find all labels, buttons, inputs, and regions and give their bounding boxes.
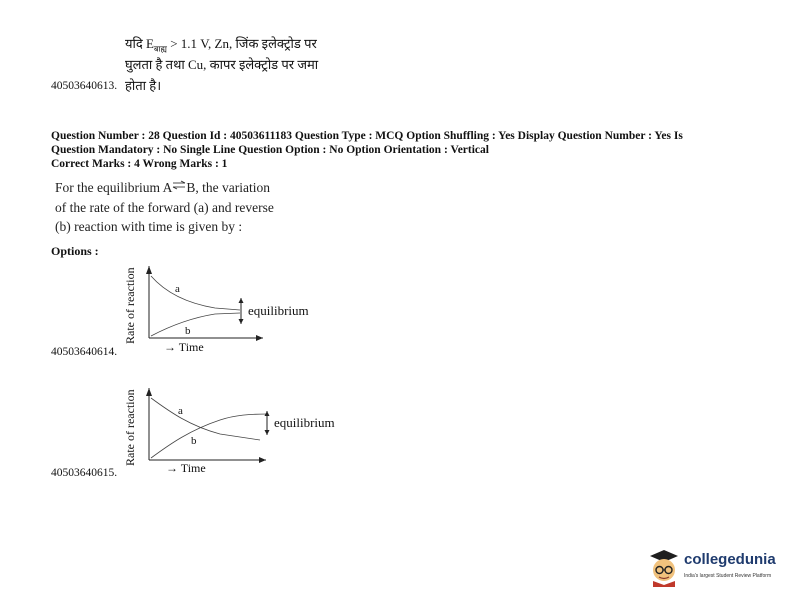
question-text-line3: (b) reaction with time is given by :	[55, 219, 243, 234]
curve-b-label: b	[185, 325, 191, 337]
y-axis-label: Rate of reaction	[123, 389, 137, 466]
double-arrow-icon	[239, 298, 244, 324]
prev-option-line1	[125, 34, 317, 55]
equilibrium-arrows-icon	[172, 178, 186, 194]
y-axis-arrow-icon	[146, 388, 152, 396]
equilibrium-label: equilibrium	[248, 303, 309, 318]
prev-option-line3: होता है।	[125, 78, 162, 93]
option-id: 40503640613.	[51, 80, 118, 92]
option-id: 40503640614.	[51, 346, 118, 358]
prev-option-text: यदि E	[125, 36, 155, 51]
prev-option-text: > 1.1 V, Zn, जिंक इलेक्ट्रोड पर	[170, 36, 317, 51]
question-meta-line1: Question Number : 28 Question Id : 40503611183 Question Type : MCQ Option Shuffling : Yes Display Question Number : Yes Is	[51, 130, 683, 142]
curve-b	[151, 414, 268, 458]
question-text-line1	[55, 180, 270, 196]
question-text: For the equilibrium A	[55, 180, 173, 195]
curve-a	[151, 276, 240, 310]
logo-name: collegedunia	[684, 551, 776, 568]
question-text: B, the variation	[186, 180, 270, 195]
x-axis-label: → Time	[164, 340, 204, 354]
option-1-graph	[120, 258, 330, 360]
mascot-icon	[646, 547, 682, 587]
option-2-graph	[120, 378, 350, 480]
options-label: Options :	[51, 244, 99, 258]
y-axis-arrow-icon	[146, 266, 152, 274]
curve-b	[151, 313, 240, 336]
prev-option-line2: घुलता है तथा Cu, कापर इलेक्ट्रोड पर जमा	[125, 57, 319, 72]
question-text-line2: of the rate of the forward (a) and reverse	[55, 200, 274, 215]
collegedunia-logo	[646, 547, 786, 591]
curve-b-label: b	[191, 435, 197, 447]
x-axis-arrow-icon	[259, 457, 266, 463]
curve-a-label: a	[175, 283, 180, 295]
question-marks: Correct Marks : 4 Wrong Marks : 1	[51, 158, 228, 170]
x-axis-arrow-icon	[256, 335, 263, 341]
curve-a-label: a	[178, 405, 183, 417]
curve-a	[151, 398, 260, 440]
prev-option-subscript: बाह्य	[154, 44, 167, 54]
equilibrium-label: equilibrium	[274, 415, 335, 430]
logo-tagline: India's largest Student Review Platform	[684, 573, 772, 579]
y-axis-label: Rate of reaction	[123, 267, 137, 344]
x-axis-label: → Time	[166, 461, 206, 475]
option-id: 40503640615.	[51, 467, 118, 479]
equilibrium-arrows-svg	[172, 180, 186, 190]
question-meta-line2: Question Mandatory : No Single Line Question Option : No Option Orientation : Vertical	[51, 144, 489, 156]
double-arrow-icon	[265, 411, 270, 435]
